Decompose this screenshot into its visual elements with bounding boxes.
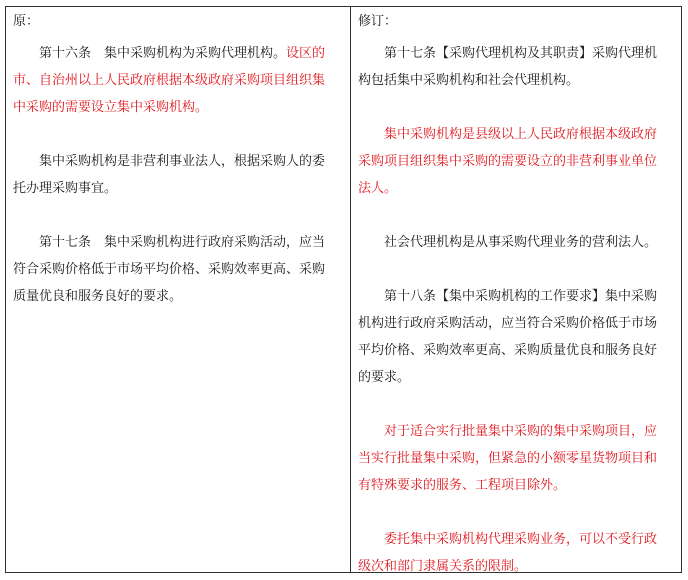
- text-line: [358, 175, 676, 202]
- text-line: [358, 229, 676, 256]
- text-line: [13, 40, 345, 67]
- text-segment: 集中采购机构是非营利事业法人，根据采购人的委: [13, 154, 326, 169]
- text-line: [358, 553, 676, 580]
- revised-text: 委托集中采购机构代理采购业务，可以不受行政: [358, 532, 658, 547]
- text-line: [358, 67, 676, 94]
- revised-text: 级次和部门隶属关系的限制。: [358, 559, 528, 574]
- text-segment: 第十七条 集中采购机构进行政府采购活动，应当: [13, 235, 326, 250]
- text-segment: 质量优良和服务良好的要求。: [13, 289, 183, 304]
- text-line: [358, 526, 676, 553]
- revised-text: 当实行批量集中采购，但紧急的小额零星货物项目和: [358, 451, 658, 466]
- text-line: [13, 94, 345, 121]
- revised-article-17-para-3: [358, 229, 676, 256]
- revised-header: 修订：: [358, 14, 398, 29]
- original-article-17: [13, 229, 345, 310]
- original-column: [6, 7, 351, 572]
- text-segment: 社会代理机构是从事采购代理业务的营利法人。: [358, 235, 658, 250]
- comparison-table: [5, 6, 682, 573]
- text-segment: 机构进行政府采购活动，应当符合采购价格低于市场: [358, 316, 658, 331]
- text-segment: 第十六条 集中采购机构为采购代理机构。: [13, 46, 287, 61]
- text-segment: 平均价格、采购效率更高、采购质量优良和服务良好: [358, 343, 658, 358]
- text-segment: 第十七条【采购代理机构及其职责】采购代理机: [358, 46, 658, 61]
- text-segment: 符合采购价格低于市场平均价格、采购效率更高、采购: [13, 262, 326, 277]
- text-segment: 构包括集中采购机构和社会代理机构。: [358, 73, 580, 88]
- text-segment: 托办理采购事宜。: [13, 181, 118, 196]
- text-line: [13, 148, 345, 175]
- text-segment: 的要求。: [358, 370, 411, 385]
- text-line: [358, 310, 676, 337]
- text-line: [358, 364, 676, 391]
- text-line: [358, 337, 676, 364]
- revised-article-17: [358, 40, 676, 94]
- revised-text: 采购项目组织集中采购的需要设立的非营利事业单位: [358, 154, 658, 169]
- original-header: 原：: [13, 14, 40, 29]
- text-line: [358, 148, 676, 175]
- text-line: [358, 472, 676, 499]
- original-article-16: [13, 40, 345, 121]
- text-line: [13, 256, 345, 283]
- revised-text: 设区的: [286, 46, 326, 61]
- revised-article-17-para-2: [358, 121, 676, 202]
- revised-text: 法人。: [358, 181, 398, 196]
- revised-article-18-para-3: [358, 526, 676, 580]
- revised-article-18: [358, 283, 676, 391]
- text-line: [358, 40, 676, 67]
- text-line: [358, 418, 676, 445]
- text-line: [13, 283, 345, 310]
- revised-text: 集中采购机构是县级以上人民政府根据本级政府: [358, 127, 658, 142]
- revised-text: 市、自治州以上人民政府根据本级政府采购项目组织集: [13, 73, 326, 88]
- text-segment: 第十八条【集中采购机构的工作要求】集中采购: [358, 289, 658, 304]
- text-line: [358, 121, 676, 148]
- text-line: [13, 229, 345, 256]
- original-article-16-para-2: [13, 148, 345, 202]
- revised-text: 对于适合实行批量集中采购的集中采购项目，应: [358, 424, 658, 439]
- text-line: [358, 445, 676, 472]
- text-line: [13, 175, 345, 202]
- revised-text: 中采购的需要设立集中采购机构。: [13, 100, 209, 115]
- revised-text: 有特殊要求的服务、工程项目除外。: [358, 478, 567, 493]
- text-line: [13, 67, 345, 94]
- revised-article-18-para-2: [358, 418, 676, 499]
- text-line: [358, 283, 676, 310]
- revised-column: [351, 7, 681, 572]
